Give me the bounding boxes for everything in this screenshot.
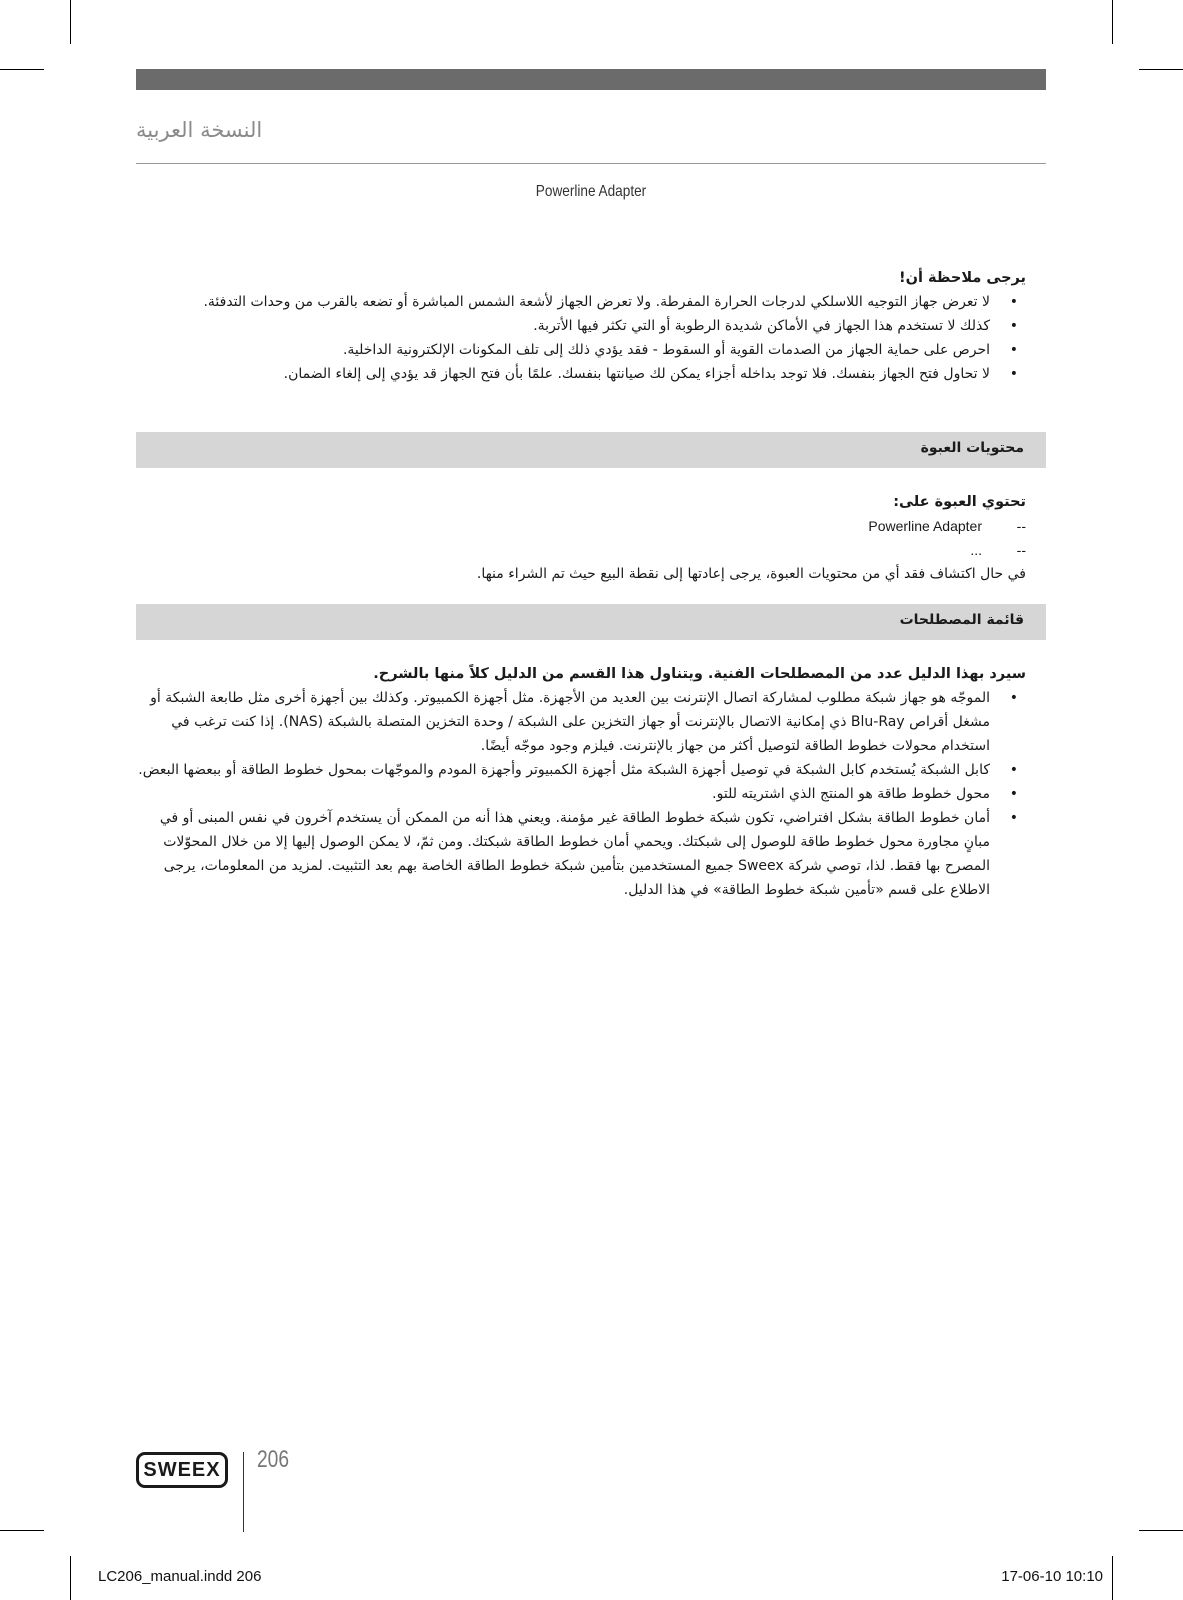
package-contents-band	[136, 432, 1046, 468]
package-item	[136, 538, 1026, 562]
note-list	[136, 290, 1026, 386]
list-item: • احرص على حماية الجهاز من الصدمات القوية أو السقوط - فقد يؤدي ذلك إلى تلف المكونات الإلكترونية الداخلية.	[136, 338, 1026, 362]
list-item: • كابل الشبكة يُستخدم كابل الشبكة في توصيل أجهزة الشبكة مثل أجهزة الكمبيوتر وأجهزة المودم والموجّهات بمحول خطوط الطاقة أو ببعضها البعض.	[136, 758, 1026, 782]
date-time: 17-06-10 10:10	[1001, 1568, 1103, 1585]
crop-mark	[0, 1530, 44, 1531]
glossary-section	[136, 662, 1030, 902]
page-number: 206	[257, 1446, 290, 1473]
dash-marker: --	[1016, 542, 1026, 558]
crop-mark	[70, 0, 71, 44]
header-bar	[136, 69, 1046, 90]
crop-mark	[70, 1556, 71, 1600]
package-item-label: Powerline Adapter	[868, 518, 982, 534]
language-title: النسخة العربية	[136, 118, 263, 142]
package-contents-title: محتويات العبوة	[920, 440, 1024, 456]
note-section	[136, 266, 1030, 386]
list-item: • لا تعرض جهاز التوجيه اللاسلكي لدرجات الحرارة المفرطة. ولا تعرض الجهاز لأشعة الشمس المباشرة أو تضعه بالقرب من وحدات التدفئة.	[136, 290, 1026, 314]
list-item: • الموجّه هو جهاز شبكة مطلوب لمشاركة اتصال الإنترنت بين العديد من الأجهزة. مثل أجهزة الكمبيوتر. وكذلك بين أجهزة أخرى مثل طابعة الشبكة أو مشغل أقراص Blu-Ray ذي إمكانية الاتصال بالإنترنت أو جهاز التخزين على الشبكة / وحدة التخزين المتصلة بالشبكة (NAS). إذا كنت ترغب في استخدام محولات خطوط الطاقة لتوصيل أكثر من جهاز بالإنترنت. فيلزم وجود موجّه أيضًا.	[136, 686, 1026, 758]
glossary-list	[136, 686, 1026, 902]
list-item: • محول خطوط طاقة هو المنتج الذي اشتريته للتو.	[136, 782, 1026, 806]
dash-marker: --	[1016, 518, 1026, 534]
package-section	[136, 490, 1030, 586]
product-name: Powerline Adapter	[535, 183, 647, 200]
crop-mark	[1139, 69, 1183, 70]
list-item: • لا تحاول فتح الجهاز بنفسك. فلا توجد بداخله أجزاء يمكن لك صيانتها بنفسك. علمًا بأن فتح الجهاز قد يؤدي إلى إلغاء الضمان.	[136, 362, 1026, 386]
file-name: LC206_manual.indd 206	[98, 1568, 262, 1585]
package-item-label: ...	[970, 542, 982, 558]
glossary-intro: سيرد بهذا الدليل عدد من المصطلحات الفنية. ويتناول هذا القسم من الدليل كلاً منها بالشرح.	[373, 666, 1026, 682]
footer-divider	[243, 1452, 244, 1532]
package-note: في حال اكتشاف فقد أي من محتويات العبوة، يرجى إعادتها إلى نقطة البيع حيث تم الشراء منها.	[476, 566, 1026, 582]
crop-mark	[1139, 1530, 1183, 1531]
list-item: • أمان خطوط الطاقة بشكل افتراضي، تكون شبكة خطوط الطاقة غير مؤمنة. ويعني هذا أنه من الممكن أن يستخدم آخرون في نفس المبنى أو في مبانٍ مجاورة محول خطوط طاقة للوصول إلى شبكتك. ويحمي أمان خطوط الطاقة شبكتك. ومن ثمّ، لا يمكن الوصول إليها إلا من خلال المحوّلات المصرح بها فقط. لذا، توصي شركة Sweex جميع المستخدمين بتأمين شبكة خطوط الطاقة الخاصة بهم بعد التثبيت. لمزيد من المعلومات، يرجى الاطلاع على قسم «تأمين شبكة خطوط الطاقة» في هذا الدليل.	[136, 806, 1026, 902]
sweex-logo: SWEEX	[136, 1452, 228, 1488]
header-divider	[136, 163, 1046, 164]
glossary-band	[136, 604, 1046, 640]
package-heading: تحتوي العبوة على:	[893, 494, 1026, 510]
crop-mark	[1112, 0, 1113, 44]
package-item	[136, 514, 1026, 538]
note-heading: يرجى ملاحظة أن!	[899, 270, 1026, 286]
crop-mark	[1112, 1556, 1113, 1600]
crop-mark	[0, 69, 44, 70]
glossary-title: قائمة المصطلحات	[899, 612, 1024, 628]
list-item: • كذلك لا تستخدم هذا الجهاز في الأماكن شديدة الرطوبة أو التي تكثر فيها الأتربة.	[136, 314, 1026, 338]
